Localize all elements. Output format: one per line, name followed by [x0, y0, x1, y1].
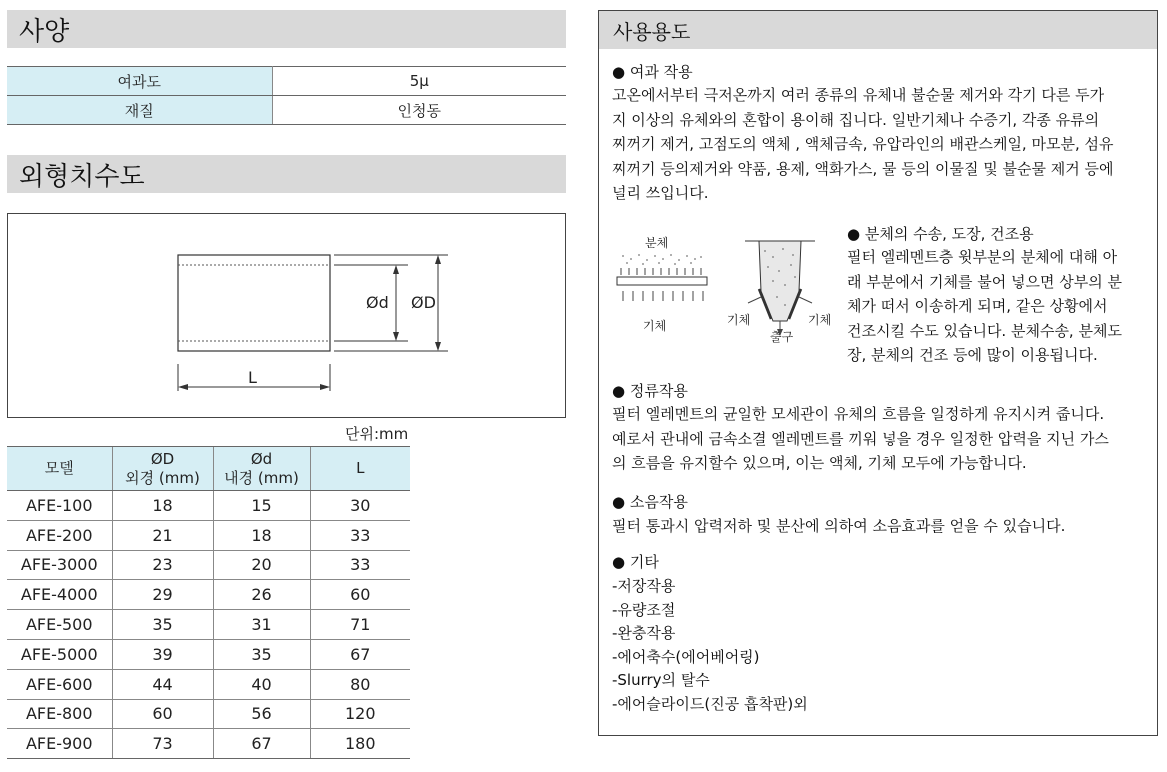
tube-drawing-svg: [8, 214, 565, 417]
list-item: -유량조절: [612, 600, 676, 619]
list-item: -저장작용: [612, 577, 676, 595]
powder-label: 분체: [645, 236, 669, 250]
cell-length: 120: [310, 699, 410, 729]
cell-model: AFE-5000: [7, 639, 112, 669]
cell-model: AFE-100: [7, 491, 112, 521]
header-id-name: 내경 (mm): [224, 468, 299, 487]
unit-label: 단위:mm: [345, 425, 409, 443]
upper-arrows: [621, 268, 701, 275]
rectify-text: [612, 402, 1146, 476]
rectify-title: ● 정류작용: [612, 382, 688, 400]
filter-plate: [617, 277, 707, 285]
cell-model: AFE-500: [7, 610, 112, 640]
dimension-heading-text: 외형치수도: [19, 161, 145, 192]
text-line: 건조시킬 수도 있습니다. 분체수송, 분체도: [847, 321, 1122, 340]
l-arrow-right: [320, 384, 330, 390]
text-line: 필터 통과시 압력저하 및 분산에 의하여 소음효과를 얻을 수 있습니다.: [612, 517, 1066, 535]
table-row: [7, 669, 410, 699]
spec-row: [7, 96, 566, 125]
od-arrow-top: [435, 255, 441, 264]
text-line: 의 흐름을 유지할수 있으며, 이는 액체, 기체 모두에 가능합니다.: [612, 454, 1027, 472]
inner-diameter-label: Ød: [366, 293, 389, 312]
cell-id: 31: [213, 610, 310, 640]
list-item: -에어축수(에어베어링): [612, 647, 760, 666]
header-id-symbol: Ød: [250, 449, 273, 468]
table-row: [7, 729, 410, 759]
cell-od: 44: [112, 669, 213, 699]
cell-id: 18: [213, 520, 310, 550]
gas-label-left: 기체: [643, 319, 667, 333]
text-line: 필터 엘레멘트의 균일한 모세관이 유체의 흐름을 일정하게 유지시켜 줍니다.: [612, 405, 1105, 423]
silencing-title: ● 소음작용: [612, 493, 688, 511]
list-item: -에어슬라이드(진공 흡착판)외: [612, 694, 808, 713]
cell-id: 40: [213, 669, 310, 699]
list-item: -완충작용: [612, 624, 676, 642]
cell-model: AFE-600: [7, 669, 112, 699]
cell-model: AFE-4000: [7, 580, 112, 610]
cell-length: 60: [310, 580, 410, 610]
others-title: ● 기타: [612, 553, 659, 571]
cell-od: 73: [112, 729, 213, 759]
text-line: 필터 엘레멘트층 윗부분의 분체에 대해 아: [847, 248, 1118, 266]
text-line: 널리 쓰입니다.: [612, 184, 709, 202]
powder-title: ● 분체의 수송, 도장, 건조용: [847, 225, 1034, 243]
header-od-symbol: ØD: [150, 449, 175, 468]
cell-id: 15: [213, 491, 310, 521]
text-line: 고온에서부터 극저온까지 여러 종류의 유체내 불순물 제거와 각기 다른 두가: [612, 86, 1105, 104]
cell-od: 35: [112, 610, 213, 640]
cell-id: 26: [213, 580, 310, 610]
text-line: 예로서 관내에 금속소결 엘레멘트를 끼워 넣을 경우 일정한 압력을 지닌 가스: [612, 429, 1109, 448]
header-model: 모델: [7, 447, 112, 491]
cell-id: 20: [213, 550, 310, 580]
text-line: 래 부분에서 기체를 불어 넣으면 상부의 분: [847, 272, 1122, 291]
cell-od: 18: [112, 491, 213, 521]
cell-length: 30: [310, 491, 410, 521]
text-line: 체가 떠서 이송하게 되며, 같은 상황에서: [847, 297, 1108, 315]
text-line: 찌꺼기 등의제거와 약품, 용제, 액화가스, 물 등의 이물질 및 불순물 제거 등에: [612, 159, 1114, 178]
header-od: [112, 447, 213, 491]
spec-heading: [7, 10, 566, 48]
hopper-body: [759, 241, 801, 321]
cell-od: 39: [112, 639, 213, 669]
id-arrow-bottom: [393, 332, 399, 341]
table-row: [7, 610, 410, 640]
table-row: [7, 639, 410, 669]
table-row: [7, 491, 410, 521]
model-table-header: [7, 447, 410, 491]
cell-model: AFE-900: [7, 729, 112, 759]
tube-outline: [178, 255, 330, 351]
silencing-text: [612, 514, 1146, 539]
table-row: [7, 580, 410, 610]
gas-label-mid: 기체: [727, 313, 751, 327]
cell-length: 71: [310, 610, 410, 640]
text-line: 장, 분체의 건조 등에 많이 이용됩니다.: [847, 346, 1098, 364]
cell-length: 33: [310, 520, 410, 550]
cell-id: 35: [213, 639, 310, 669]
usage-panel: [598, 10, 1158, 736]
cell-model: AFE-3000: [7, 550, 112, 580]
cell-model: AFE-200: [7, 520, 112, 550]
dimension-drawing: [7, 213, 566, 418]
cell-length: 180: [310, 729, 410, 759]
usage-heading-text: 사용용도: [613, 19, 691, 44]
id-arrow-top: [393, 265, 399, 274]
filtration-text: [612, 83, 1146, 206]
header-length: L: [310, 447, 410, 491]
powder-text: [847, 245, 1146, 368]
cell-length: 33: [310, 550, 410, 580]
dimension-heading: [7, 155, 566, 193]
outlet-label: 출구: [770, 330, 794, 344]
cell-length: 67: [310, 639, 410, 669]
cell-id: 67: [213, 729, 310, 759]
cell-od: 23: [112, 550, 213, 580]
spec-label: 여과도: [7, 67, 272, 96]
spec-heading-text: 사양: [19, 16, 70, 47]
others-list: [612, 575, 1146, 716]
lower-arrows: [623, 291, 703, 301]
hopper-diagram: [745, 241, 815, 336]
spec-table: [7, 66, 566, 125]
cell-model: AFE-800: [7, 699, 112, 729]
text-line: 지 이상의 유체와의 혼합이 용이해 집니다. 일반기체나 수증기, 각종 유류의: [612, 110, 1100, 129]
l-arrow-left: [178, 384, 188, 390]
powder-diagram: [613, 231, 843, 351]
cell-od: 60: [112, 699, 213, 729]
usage-heading: [599, 11, 1157, 49]
header-id: [213, 447, 310, 491]
outer-diameter-label: ØD: [411, 293, 436, 312]
filtration-title: ● 여과 작용: [612, 63, 693, 81]
cell-od: 21: [112, 520, 213, 550]
plate-diagram: [617, 254, 707, 301]
gas-label-right: 기체: [808, 313, 832, 327]
od-arrow-bottom: [435, 342, 441, 351]
table-row: [7, 550, 410, 580]
powder-dots: [622, 254, 702, 265]
spec-label: 재질: [7, 96, 272, 125]
cell-id: 56: [213, 699, 310, 729]
length-label: L: [248, 368, 257, 387]
spec-value: 인청동: [272, 96, 566, 125]
list-item: -Slurry의 탈수: [612, 671, 710, 689]
spec-row: [7, 67, 566, 96]
model-table: [7, 446, 410, 759]
text-line: 찌꺼기 제거, 고점도의 액체 , 액체금속, 유압라인의 배관스케일, 마모분, 섬유: [612, 135, 1114, 153]
header-od-name: 외경 (mm): [125, 468, 200, 487]
cell-od: 29: [112, 580, 213, 610]
cell-length: 80: [310, 669, 410, 699]
table-row: [7, 699, 410, 729]
spec-value: 5μ: [272, 67, 566, 96]
table-row: [7, 520, 410, 550]
